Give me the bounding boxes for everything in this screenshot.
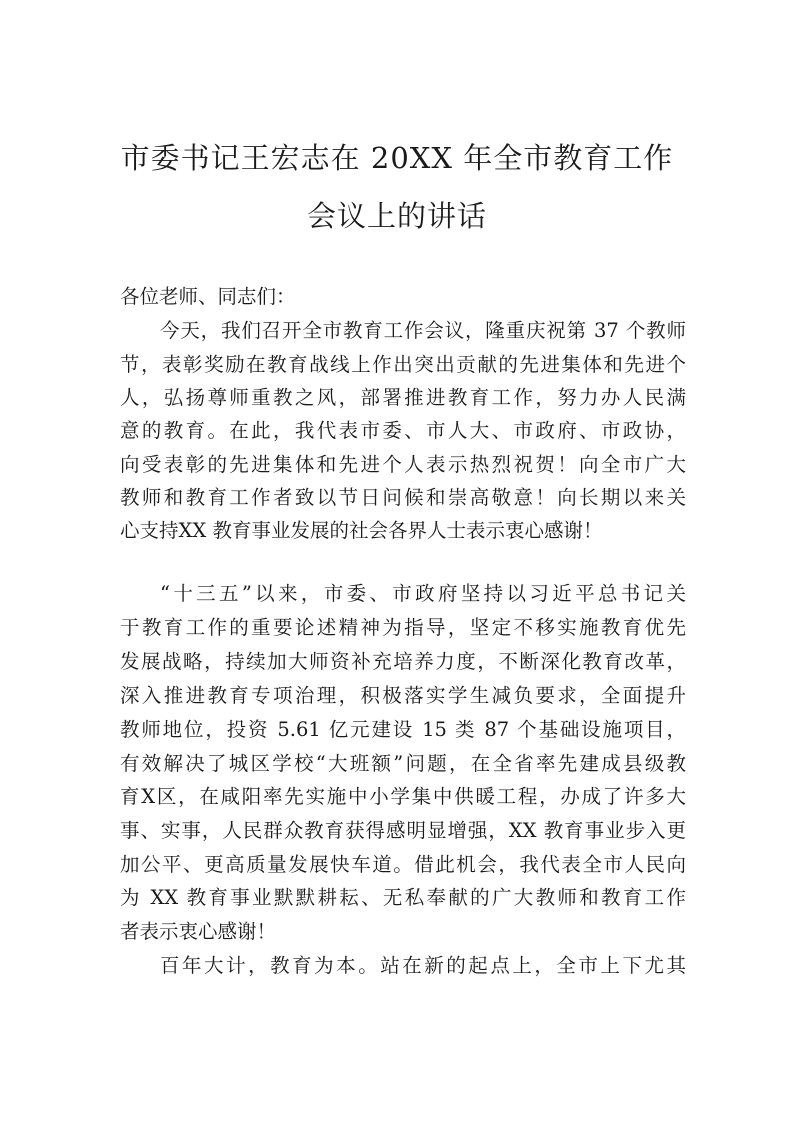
body-line: 百年大计，教育为本。站在新的起点上，全市上下尤其 (160, 954, 686, 977)
body-line: 深入推进教育专项治理，积极落实学生减负要求，全面提升 (120, 684, 686, 707)
body-line: 向受表彰的先进集体和先进个人表示热烈祝贺！向全市广大 (120, 453, 686, 476)
body-line: 教师和教育工作者致以节日问候和崇高敬意！向长期以来关 (120, 486, 686, 509)
body-line: 事、实事，人民群众教育获得感明显增强，XX 教育事业步入更 (120, 819, 686, 842)
body-line: 者表示衷心感谢！ (120, 920, 277, 943)
body-line: 今天，我们召开全市教育工作会议，隆重庆祝第 37 个教师 (160, 319, 686, 342)
body-line: 加公平、更高质量发展快车道。借此机会，我代表全市人民向 (120, 853, 686, 876)
body-line: 教师地位，投资 5.61 亿元建设 15 类 87 个基础设施项目， (120, 718, 686, 741)
body-line: 节，表彰奖励在教育战线上作出突出贡献的先进集体和先进个 (120, 353, 686, 376)
salutation: 各位老师、同志们： (120, 285, 296, 308)
body-line: 育X区，在咸阳率先实施中小学集中供暖工程，办成了许多大 (120, 785, 686, 808)
body-line: 发展战略，持续加大师资补充培养力度，不断深化教育改革， (120, 650, 686, 673)
document-title-line-1: 市委书记王宏志在 20XX 年全市教育工作 (120, 141, 674, 175)
document-title-line-2: 会议上的讲话 (306, 199, 487, 233)
body-line: 意的教育。在此，我代表市委、市人大、市政府、市政协， (120, 419, 686, 442)
body-line: 有效解决了城区学校“大班额”问题，在全省率先建成县级教 (120, 752, 686, 775)
body-line: 于教育工作的重要论述精神为指导，坚定不移实施教育优先 (120, 616, 686, 639)
body-line: 人，弘扬尊师重教之风，部署推进教育工作，努力办人民满 (120, 386, 686, 409)
body-line: “十三五”以来，市委、市政府坚持以习近平总书记关 (160, 582, 686, 605)
body-line: 心支持XX 教育事业发展的社会各界人士表示衷心感谢！ (120, 519, 603, 542)
body-line: 为 XX 教育事业默默耕耘、无私奉献的广大教师和教育工作 (120, 886, 686, 909)
